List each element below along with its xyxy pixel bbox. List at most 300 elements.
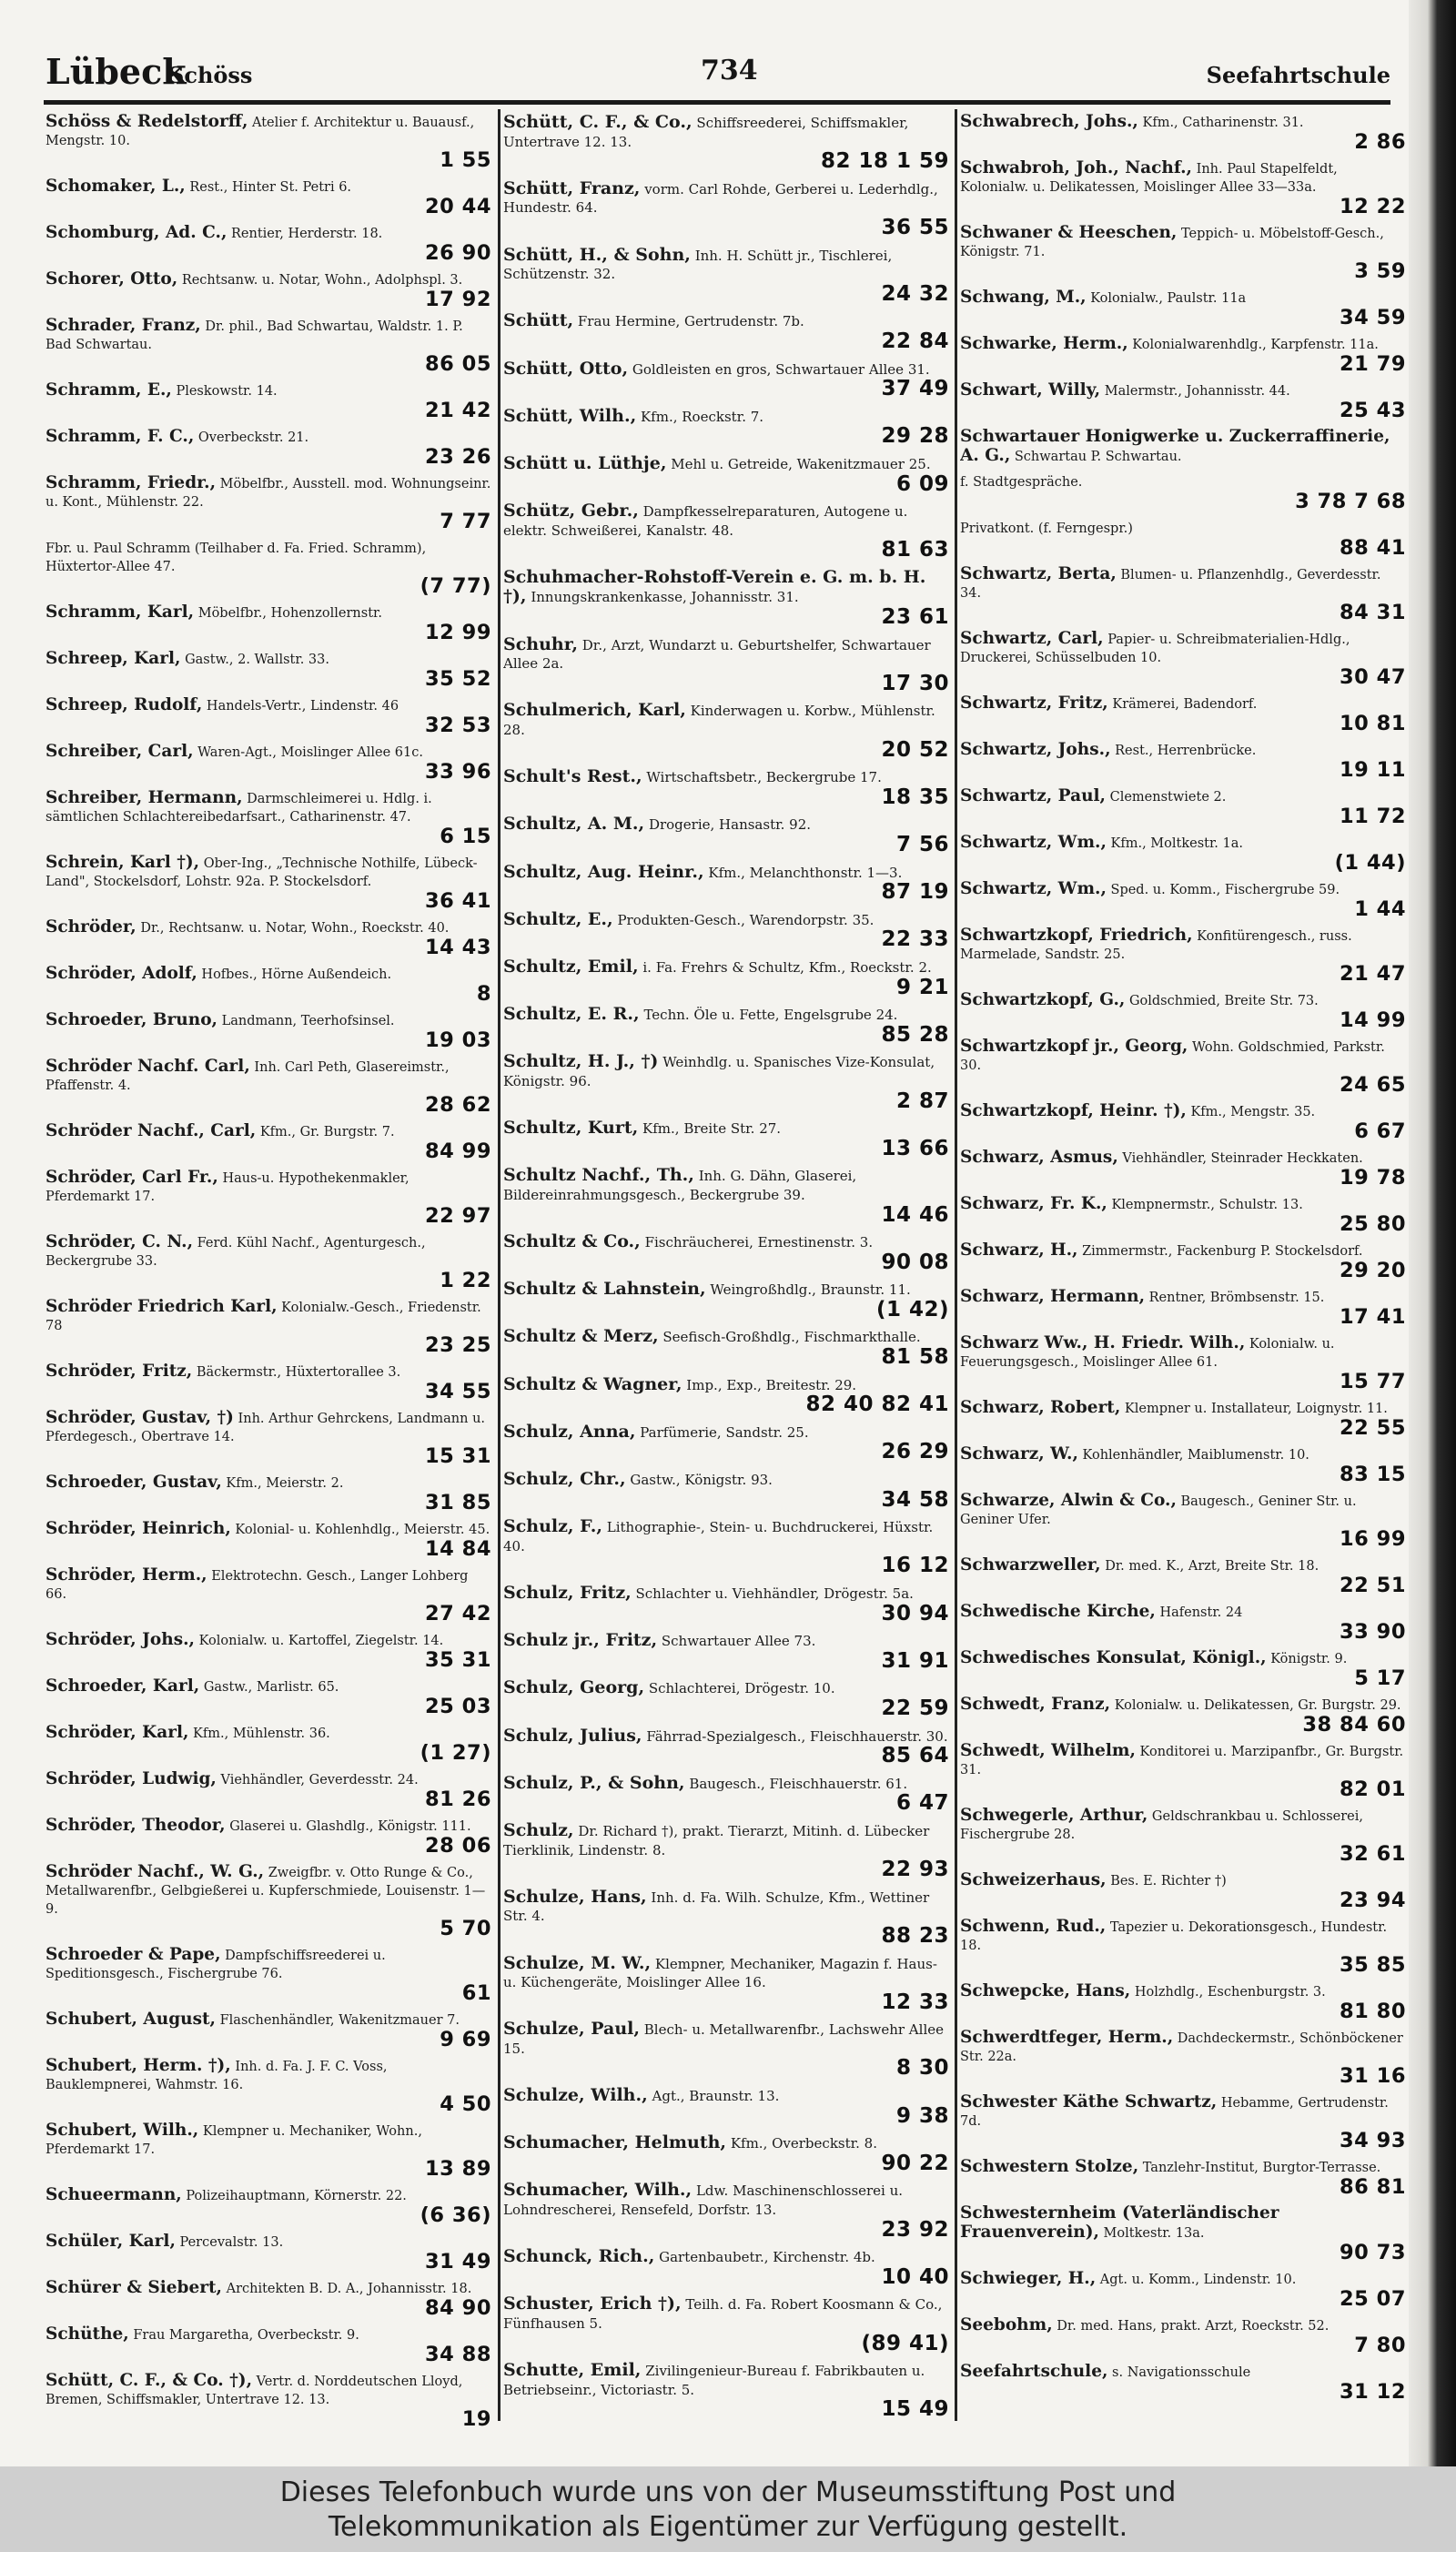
entry-phone-number: 33 96 (425, 760, 491, 784)
entry-phone-number: 22 51 (1340, 1574, 1406, 1597)
directory-entry (960, 991, 1406, 1037)
directory-entry (960, 2158, 1406, 2203)
entry-phone-number: 82 40 82 41 (805, 1392, 949, 1417)
directory-entry (960, 2363, 1406, 2408)
entry-phone-number: (1 42) (875, 1297, 949, 1322)
entry-phone-number: 22 84 (881, 329, 949, 353)
entry-details: Weinhdlg. u. Spanisches Vize-Konsulat, Königstr. 96. (503, 1054, 935, 1089)
directory-entry (46, 1233, 491, 1297)
entry-name: Schuhmacher-Rohstoff-Verein e. G. m. b. H. †), (503, 566, 926, 607)
directory-entry (960, 472, 1406, 518)
directory-entry (46, 696, 491, 742)
entry-name: Schulze, M. W., (503, 1952, 652, 1973)
entry-name: Seefahrtschule, (960, 2362, 1108, 2381)
entry-details: Privatkont. (f. Ferngespr.) (960, 522, 1133, 536)
entry-name: Schröder, Ludwig, (46, 1769, 217, 1788)
entry-details: Krämerei, Badendorf. (1112, 697, 1258, 712)
entry-phone-number: 21 79 (1340, 352, 1406, 376)
entry-name: Schwieger, H., (960, 2269, 1097, 2288)
entry-details: Ldw. Maschinenschlosserei u. Lohndrescherei, Rensefeld, Dorfstr. 13. (503, 2182, 904, 2219)
footer-line-2: Telekommunikation als Eigentümer zur Verfügung gestellt. (328, 2511, 1128, 2543)
entry-name: Schwester Käthe Schwartz, (960, 2092, 1218, 2111)
entry-phone-number: 21 42 (425, 399, 491, 422)
directory-entry (503, 1631, 949, 1677)
entry-details: Haus-u. Hypothekenmakler, Pferdemarkt 17. (46, 1171, 410, 1204)
entry-details: Schlachter u. Viehhändler, Drögestr. 5a. (635, 1585, 914, 1602)
directory-entry (46, 789, 491, 853)
entry-details: Inh. Arthur Gehrckens, Landmann u. Pferdegesch., Obertrave 14. (46, 1412, 486, 1444)
entry-phone-number: 21 47 (1340, 962, 1406, 986)
entry-name: Schultz & Wagner, (503, 1373, 682, 1394)
entry-phone-number: 30 47 (1340, 665, 1406, 689)
directory-entry (46, 1473, 491, 1519)
header-left-keyword: Schöss (168, 62, 253, 88)
entry-details: Schiffsreederei, Schiffsmakler, Untertrave 12. 13. (503, 115, 909, 150)
entry-phone-number: 4 50 (440, 2092, 491, 2116)
entry-name: Schröder, Heinrich, (46, 1519, 231, 1538)
entry-name: Schwedisches Konsulat, Königl., (960, 1648, 1267, 1667)
entry-details: Gastw., Königstr. 93. (630, 1472, 773, 1489)
entry-name: Schwabrech, Johs., (960, 113, 1138, 131)
entry-name: Schröder Nachf., W. G., (46, 1862, 265, 1881)
directory-entry (960, 1399, 1406, 1444)
entry-details: Clemenstwiete 2. (1109, 790, 1227, 805)
entry-details: Baugesch., Geniner Str. u. Geniner Ufer. (960, 1494, 1357, 1527)
directory-entry (46, 650, 491, 695)
entry-details: Dampfschiffsreederei u. Speditionsgesch., Fischergrube 76. (46, 1949, 386, 1981)
header-city: Lübeck (46, 51, 187, 92)
entry-phone-number: 87 19 (881, 880, 949, 905)
entry-name: Schütt, C. F., & Co. †), (46, 2371, 253, 2390)
directory-entry (960, 1038, 1406, 1101)
directory-entry (960, 2270, 1406, 2315)
directory-entry (503, 1005, 949, 1051)
entry-phone-number: 32 61 (1340, 1842, 1406, 1866)
entry-phone-number: 22 55 (1340, 1416, 1406, 1440)
entry-details: Percevalstr. 13. (179, 2235, 284, 2250)
entry-phone-number: 34 88 (425, 2343, 491, 2366)
directory-entry (960, 2093, 1406, 2157)
entry-name: Schütz, Gebr., (503, 501, 639, 522)
entry-name: Schulz, Georg, (503, 1677, 645, 1698)
directory-entry (960, 2029, 1406, 2092)
entry-phone-number: 12 22 (1340, 195, 1406, 218)
entry-details: i. Fa. Frehrs & Schultz, Kfm., Roeckstr. 2. (642, 958, 932, 976)
directory-entry (960, 1492, 1406, 1555)
entry-name: Schwerdtfeger, Herm., (960, 2028, 1174, 2047)
entry-phone-number: 61 (461, 1981, 491, 2005)
entry-name: Schramm, E., (46, 380, 172, 400)
directory-entry (46, 1724, 491, 1769)
entry-name: Schulz, (503, 1819, 574, 1840)
entry-phone-number: 19 78 (1340, 1166, 1406, 1190)
directory-entry (46, 1122, 491, 1168)
entry-name: Schultz Nachf., Th., (503, 1165, 694, 1186)
entry-name: Schumacher, Helmuth, (503, 2132, 727, 2153)
entry-details: Inh. Carl Peth, Glasereimstr., Pfaffenstr. 4. (46, 1060, 450, 1093)
entry-details: Ober-Ing., „Technische Nothilfe, Lübeck-Land", Stockelsdorf, Lohstr. 92a. P. Stockelsdorf. (46, 856, 478, 889)
entry-phone-number: 30 94 (881, 1601, 949, 1625)
entry-phone-number: 86 81 (1340, 2175, 1406, 2199)
entry-phone-number: 25 03 (425, 1695, 491, 1718)
entry-phone-number: 25 07 (1340, 2287, 1406, 2311)
column-divider (955, 109, 957, 2421)
entry-details: Kfm., Mengstr. 35. (1190, 1105, 1316, 1119)
entry-phone-number: 7 56 (895, 833, 949, 856)
directory-entry (960, 1445, 1406, 1491)
directory-entry (503, 910, 949, 957)
entry-name: Schröder, Karl, (46, 1723, 189, 1742)
directory-entry (46, 2372, 491, 2436)
entry-name: Schultz & Merz, (503, 1326, 659, 1347)
directory-entry (503, 635, 949, 701)
entry-name: Schwartzkopf jr., Georg, (960, 1037, 1188, 1056)
entry-name: Schreiber, Hermann, (46, 788, 243, 807)
directory-entry (503, 360, 949, 406)
directory-entry (960, 1603, 1406, 1648)
entry-name: Schütt, (503, 310, 574, 331)
entry-details: Vertr. d. Norddeutschen Lloyd, Bremen, Schiffsmakler, Untertrave 12. 13. (46, 2375, 463, 2407)
entry-name: Seebohm, (960, 2315, 1053, 2334)
entry-phone-number: 84 99 (425, 1139, 491, 1163)
directory-entry (503, 701, 949, 766)
entry-details: Architekten B. D. A., Johannisstr. 18. (226, 2282, 472, 2296)
entry-details: Möbelfbr., Hohenzollernstr. (197, 606, 382, 621)
entry-details: Kolonialw. u. Delikatessen, Gr. Burgstr. 29. (1114, 1698, 1401, 1713)
entry-details: Elektrotechn. Gesch., Langer Lohberg 66. (46, 1569, 469, 1602)
directory-entry (960, 1696, 1406, 1741)
entry-phone-number: 2 87 (895, 1089, 949, 1113)
entry-details: Inh. H. Schütt jr., Tischlerei, Schützenstr. 32. (503, 247, 893, 283)
entry-phone-number: 1 55 (440, 148, 491, 172)
entry-phone-number: 29 28 (881, 424, 949, 449)
entry-details: Agt. u. Komm., Lindenstr. 10. (1099, 2273, 1297, 2287)
listing-column-1 (46, 113, 491, 2459)
entry-details: Blech- u. Metallwarenfbr., Lachswehr Allee 15. (503, 2021, 944, 2057)
directory-entry (960, 113, 1406, 158)
entry-phone-number: 19 (461, 2407, 491, 2431)
entry-details: Kolonialw. u. Feuerungsgesch., Moislinger Allee 61. (960, 1337, 1335, 1370)
directory-entry (960, 1102, 1406, 1148)
directory-entry (503, 2294, 949, 2360)
entry-name: Schwarke, Herm., (960, 334, 1128, 353)
directory-entry (960, 1195, 1406, 1241)
entry-name: Schütt, C. F., & Co., (503, 113, 693, 132)
entry-phone-number: 20 44 (425, 195, 491, 218)
entry-name: Schütt, Wilh., (503, 405, 637, 426)
entry-name: Schwartz, Fritz, (960, 694, 1108, 713)
entry-details: Sped. u. Komm., Fischergrube 59. (1110, 883, 1340, 897)
entry-details: Tanzlehr-Institut, Burgtor-Terrasse. (1142, 2161, 1381, 2175)
entry-details: Malermstr., Johannisstr. 44. (1104, 384, 1290, 399)
entry-name: Schürer & Siebert, (46, 2278, 222, 2297)
entry-name: Schrader, Franz, (46, 316, 201, 335)
entry-name: Schöss & Redelstorff, (46, 113, 248, 131)
entry-phone-number: 31 49 (425, 2250, 491, 2274)
entry-details: Papier- u. Schreibmaterialien-Hdlg., Druckerei, Schüsselbuden 10. (960, 633, 1350, 665)
entry-phone-number: 88 23 (881, 1923, 949, 1948)
entry-phone-number: 2 86 (1354, 130, 1406, 154)
directory-entry (960, 289, 1406, 334)
directory-entry (960, 1556, 1406, 1602)
directory-entry (960, 1288, 1406, 1333)
directory-entry (503, 1678, 949, 1725)
entry-details: Agt., Braunstr. 13. (652, 2088, 780, 2105)
directory-entry (503, 815, 949, 861)
directory-entry (46, 1409, 491, 1473)
entry-details: Frau Hermine, Gertrudenstr. 7b. (577, 313, 804, 330)
entry-details: Gastw., Marlistr. 65. (203, 1680, 339, 1695)
directory-entry (46, 965, 491, 1010)
entry-phone-number: 24 32 (881, 281, 949, 306)
entry-phone-number: 13 66 (881, 1136, 949, 1160)
directory-entry (46, 918, 491, 964)
entry-details: Darmschleimerei u. Hdlg. i. sämtlichen Schlachtereibedarfsart., Catharinenstr. 47. (46, 792, 432, 825)
entry-details: Bäckermstr., Hüxtertorallee 3. (196, 1365, 401, 1380)
entry-phone-number: 37 49 (881, 377, 949, 401)
entry-name: Schröder, Herm., (46, 1565, 207, 1585)
entry-details: Tapezier u. Dekorationsgesch., Hundestr. 18. (960, 1920, 1388, 1953)
directory-entry (960, 694, 1406, 740)
entry-name: Schubert, Herm. †), (46, 2056, 231, 2075)
entry-phone-number: 31 91 (881, 1648, 949, 1673)
directory-entry (46, 743, 491, 788)
entry-details: Dampfkesselreparaturen, Autogene u. elektr. Schweißerei, Kanalstr. 48. (503, 503, 908, 539)
directory-entry (960, 1334, 1406, 1398)
entry-name: Schomaker, L., (46, 177, 186, 196)
entry-details: Polizeihauptmann, Körnerstr. 22. (186, 2189, 407, 2203)
directory-entry (960, 519, 1406, 564)
directory-entry (46, 2233, 491, 2278)
entry-phone-number: 84 31 (1340, 601, 1406, 624)
entry-details: Imp., Exp., Breitestr. 29. (686, 1376, 857, 1393)
entry-name: Schultz, Emil, (503, 956, 639, 977)
entry-details: Inh. G. Dähn, Glaserei, Bildereinrahmungsgesch., Beckergrube 39. (503, 1168, 857, 1203)
entry-name: Schwesternheim (Vaterländischer Frauenverein), (960, 2203, 1279, 2242)
directory-entry (960, 927, 1406, 990)
directory-entry (503, 2086, 949, 2132)
entry-details: Schwartauer Allee 73. (661, 1633, 816, 1650)
directory-entry (503, 1774, 949, 1820)
entry-details: Kolonial- u. Kohlenhdlg., Meierstr. 45. (235, 1523, 490, 1537)
entry-details: Kfm., Gr. Burgstr. 7. (259, 1125, 395, 1139)
entry-name: Schröder, Gustav, †) (46, 1408, 234, 1427)
directory-entry (503, 767, 949, 814)
directory-entry (46, 113, 491, 177)
entry-phone-number: 81 80 (1340, 2000, 1406, 2023)
entry-phone-number: 33 90 (1340, 1620, 1406, 1644)
entry-phone-number: 81 63 (881, 538, 949, 562)
directory-entry (46, 1946, 491, 2010)
directory-entry (503, 2181, 949, 2246)
entry-details: Dr. med. Hans, prakt. Arzt, Roeckstr. 52. (1057, 2319, 1330, 2334)
entry-details: Kfm., Breite Str. 27. (642, 1120, 782, 1138)
directory-entry (960, 1982, 1406, 2028)
directory-entry (503, 1470, 949, 1516)
entry-name: Schröder, Theodor, (46, 1816, 226, 1835)
directory-entry (960, 1918, 1406, 1981)
entry-name: Schwepcke, Hans, (960, 1981, 1131, 2000)
directory-entry (960, 1649, 1406, 1695)
directory-entry (46, 1058, 491, 1121)
entry-phone-number: 14 99 (1340, 1008, 1406, 1032)
directory-entry (503, 113, 949, 178)
directory-entry (503, 957, 949, 1004)
entry-phone-number: (6 36) (420, 2203, 491, 2227)
entry-phone-number: 83 15 (1340, 1463, 1406, 1486)
entry-name: Schröder, (46, 917, 136, 937)
entry-name: Schwarz, Fr. K., (960, 1194, 1107, 1213)
entry-details: Dr. med. K., Arzt, Breite Str. 18. (1105, 1559, 1320, 1574)
entry-name: Schwartzkopf, Friedrich, (960, 926, 1193, 945)
entry-phone-number: 3 78 7 68 (1295, 490, 1406, 513)
directory-entry (46, 1770, 491, 1816)
entry-name: Schulz, Anna, (503, 1421, 636, 1442)
entry-phone-number: 14 84 (425, 1537, 491, 1561)
entry-name: Schütt, H., & Sohn, (503, 244, 691, 265)
entry-name: Schultz, E., (503, 908, 613, 929)
entry-name: Schroeder, Gustav, (46, 1473, 222, 1492)
directory-entry (503, 2361, 949, 2426)
entry-name: Schweizerhaus, (960, 1870, 1107, 1889)
directory-entry (46, 1298, 491, 1362)
directory-entry (503, 1280, 949, 1326)
entry-name: Schwarzweller, (960, 1555, 1101, 1575)
directory-entry (46, 854, 491, 917)
entry-details: Zimmermstr., Fackenburg P. Stockelsdorf. (1082, 1244, 1363, 1259)
entry-phone-number: 82 01 (1340, 1777, 1406, 1801)
entry-phone-number: 23 92 (881, 2217, 949, 2242)
entry-details: Klempner u. Installateur, Loignystr. 11. (1124, 1402, 1388, 1416)
directory-entry (46, 1011, 491, 1057)
directory-entry (503, 1423, 949, 1469)
directory-entry (960, 1241, 1406, 1287)
directory-entry (46, 1169, 491, 1232)
page-edge (1409, 0, 1456, 2466)
entry-name: Schultz, Kurt, (503, 1118, 639, 1139)
footer-line-1: Dieses Telefonbuch wurde uns von der Museumsstiftung Post und (279, 2476, 1177, 2508)
entry-details: Klempner u. Mechaniker, Wohn., Pferdemarkt 17. (46, 2124, 422, 2157)
entry-phone-number: 16 99 (1340, 1527, 1406, 1551)
entry-details: Hofbes., Hörne Außendeich. (201, 967, 392, 982)
entry-name: Schwegerle, Arthur, (960, 1806, 1148, 1825)
directory-entry (503, 2247, 949, 2294)
entry-name: Schulmerich, Karl, (503, 700, 686, 721)
entry-details: Kolonialw.-Gesch., Friedenstr. 78 (46, 1301, 481, 1333)
directory-entry (46, 2122, 491, 2185)
entry-phone-number: 81 26 (425, 1787, 491, 1811)
entry-details: Flaschenhändler, Wakenitzmauer 7. (219, 2013, 460, 2028)
entry-details: Pleskowstr. 14. (176, 384, 278, 399)
entry-name: Schwart, Willy, (960, 380, 1101, 400)
entry-details: Landmann, Teerhofsinsel. (221, 1014, 395, 1028)
entry-phone-number: 90 08 (881, 1250, 949, 1274)
entry-phone-number: 27 42 (425, 1602, 491, 1625)
entry-name: Schwartz, Paul, (960, 786, 1106, 805)
entry-phone-number: 14 46 (881, 1202, 949, 1227)
directory-entry (46, 1362, 491, 1408)
entry-phone-number: 12 99 (425, 621, 491, 644)
entry-details: Bes. E. Richter †) (1110, 1874, 1227, 1889)
entry-details: Fbr. u. Paul Schramm (Teilhaber d. Fa. Fried. Schramm), Hüxtertor-Allee 47. (46, 542, 427, 574)
entry-name: Schreep, Rudolf, (46, 695, 203, 714)
entry-phone-number: 15 49 (881, 2397, 949, 2422)
entry-name: Schultz & Co., (503, 1231, 641, 1252)
directory-entry (503, 1327, 949, 1373)
directory-entry (46, 270, 491, 316)
directory-entry (503, 568, 949, 634)
entry-name: Schröder, C. N., (46, 1232, 194, 1251)
entry-name: Schroeder, Karl, (46, 1676, 200, 1696)
directory-entry (46, 1677, 491, 1723)
entry-details: Königstr. 9. (1270, 1652, 1348, 1666)
entry-name: Schwarz, H., (960, 1241, 1078, 1260)
entry-name: Schwartzkopf, Heinr. †), (960, 1101, 1187, 1120)
directory-entry (503, 407, 949, 453)
entry-name: Schueermann, (46, 2185, 182, 2204)
entry-name: Schroeder & Pape, (46, 1945, 221, 1964)
directory-entry (503, 1375, 949, 1422)
entry-details: vorm. Carl Rohde, Gerberei u. Lederhdlg., Hundestr. 64. (503, 180, 938, 217)
entry-phone-number: 13 89 (425, 2157, 491, 2181)
directory-entry (46, 428, 491, 473)
entry-details: Holzhdlg., Eschenburgstr. 3. (1134, 1985, 1326, 2000)
column-divider (498, 109, 500, 2421)
directory-entry (46, 1863, 491, 1945)
entry-name: Schulze, Hans, (503, 1886, 647, 1907)
entry-details: Weingroßhdlg., Braunstr. 11. (710, 1281, 911, 1299)
directory-entry (503, 1232, 949, 1279)
entry-details: Kolonialw. u. Kartoffel, Ziegelstr. 14. (198, 1634, 444, 1648)
directory-entry (503, 863, 949, 909)
entry-name: Schuhr, (503, 633, 578, 654)
entry-name: Schramm, Karl, (46, 603, 195, 622)
directory-entry (503, 179, 949, 245)
entry-name: Schreep, Karl, (46, 649, 181, 668)
entry-phone-number: 12 33 (881, 1990, 949, 2014)
entry-details: Hafenstr. 24 (1159, 1605, 1243, 1620)
entry-name: Schramm, F. C., (46, 427, 195, 446)
entry-name: Schröder, Adolf, (46, 964, 197, 983)
entry-details: Blumen- u. Pflanzenhdlg., Geverdesstr. 34. (960, 568, 1381, 601)
entry-phone-number: 86 05 (425, 352, 491, 376)
entry-name: Schröder Nachf., Carl, (46, 1121, 257, 1140)
entry-details: Overbeckstr. 21. (197, 430, 309, 445)
directory-entry (46, 2057, 491, 2121)
entry-name: Schorer, Otto, (46, 269, 178, 289)
entry-phone-number: 22 59 (881, 1696, 949, 1720)
entry-name: Schutte, Emil, (503, 2360, 642, 2381)
listing-column-2 (503, 113, 949, 2459)
entry-details: Rest., Hinter St. Petri 6. (189, 180, 352, 195)
entry-phone-number: 15 77 (1340, 1370, 1406, 1393)
entry-details: Frau Margaretha, Overbeckstr. 9. (133, 2328, 359, 2343)
entry-details: Gartenbaubetr., Kirchenstr. 4b. (659, 2249, 875, 2266)
entry-phone-number: 1 22 (440, 1269, 491, 1292)
entry-phone-number: 85 64 (881, 1744, 949, 1768)
entry-name: Schulz, Chr., (503, 1469, 626, 1490)
entry-phone-number: (7 77) (420, 574, 491, 598)
entry-details: Kfm., Overbeckstr. 8. (730, 2135, 877, 2152)
entry-phone-number: 7 77 (440, 510, 491, 533)
entry-phone-number: (1 27) (420, 1741, 491, 1765)
entry-details: Geldschrankbau u. Schlosserei, Fischergrube 28. (960, 1809, 1364, 1842)
entry-name: Schüler, Karl, (46, 2232, 176, 2251)
entry-details: Viehhändler, Geverdesstr. 24. (220, 1773, 419, 1787)
entry-name: Schwarz Ww., H. Friedr. Wilh., (960, 1333, 1246, 1352)
entry-phone-number: 17 30 (881, 671, 949, 695)
entry-name: Schwarz, W., (960, 1444, 1078, 1463)
